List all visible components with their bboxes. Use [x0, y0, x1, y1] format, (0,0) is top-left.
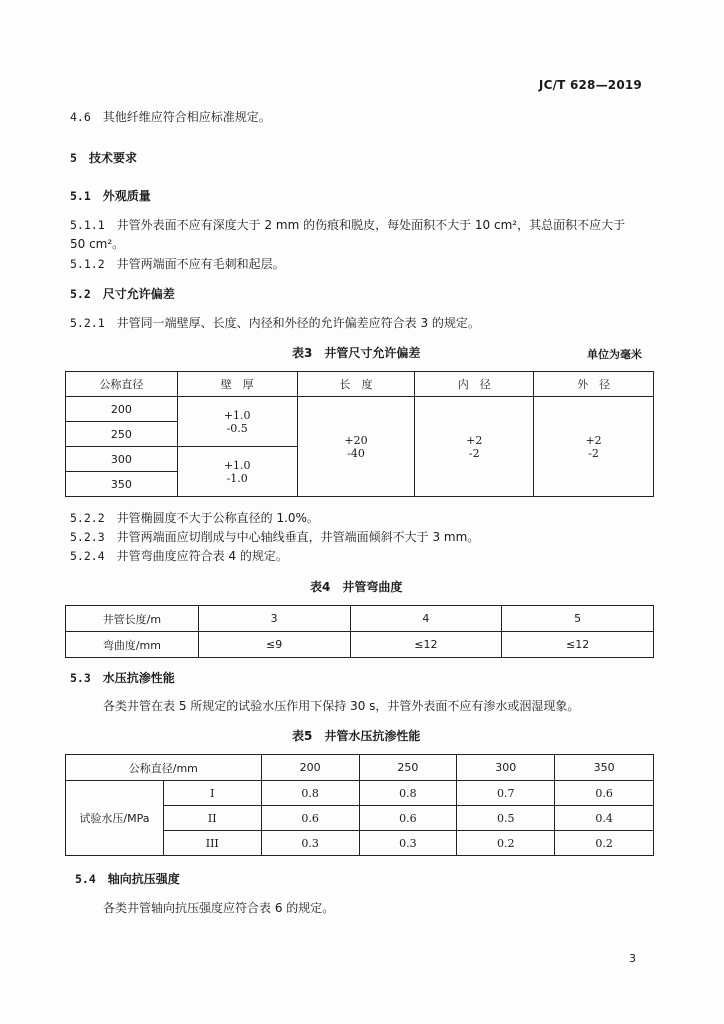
table3-caption: 表3 井管尺寸允许偏差: [292, 346, 421, 360]
table4-cell: 5: [502, 606, 654, 632]
table3-unit: 单位为毫米: [587, 348, 642, 361]
table4-cell: ≤12: [350, 632, 502, 658]
length-cell: [297, 397, 415, 497]
clause-number: 5.2.4: [70, 549, 105, 563]
clause-5-1-2: [70, 255, 285, 273]
diameter-cell: 300: [66, 447, 178, 472]
clause-5-1-1-continuation: 50 cm²。: [70, 237, 125, 251]
clause-5-4-body: 各类井管轴向抗压强度应符合表 6 的规定。: [103, 901, 335, 915]
table4-cell: ≤9: [198, 632, 350, 658]
clause-number: 5.1.1: [70, 218, 105, 232]
test-pressure-label: 试验水压/MPa: [66, 781, 164, 856]
value-cell: 0.2: [457, 831, 555, 856]
value-cell: 0.6: [359, 806, 457, 831]
table4-caption: 表4 井管弯曲度: [310, 580, 403, 594]
table-row: [66, 397, 654, 422]
wall-upper: +1.0: [223, 408, 251, 422]
table5-header-cell: 250: [359, 755, 457, 781]
table3-header-cell: 公称直径: [66, 372, 178, 397]
grade-cell: II: [163, 806, 261, 831]
clause-5-2-4: [70, 547, 288, 565]
table4: [65, 605, 654, 658]
inner-lower: -2: [468, 446, 480, 460]
clause-text: 技术要求: [88, 151, 137, 165]
inner-upper: +2: [466, 433, 483, 447]
table5-caption: 表5 井管水压抗渗性能: [292, 729, 421, 743]
table3-header-row: [66, 372, 654, 397]
value-cell: 0.8: [261, 781, 359, 806]
clause-number: 5.1: [70, 189, 91, 203]
section-5-2-heading: [70, 285, 175, 303]
grade-cell: I: [163, 781, 261, 806]
table-row: [66, 606, 654, 632]
table5-header-cell: 200: [261, 755, 359, 781]
diameter-cell: 250: [66, 422, 178, 447]
page-number: 3: [629, 952, 636, 965]
value-cell: 0.3: [359, 831, 457, 856]
table-row: [66, 632, 654, 658]
clause-text: 水压抗渗性能: [102, 671, 175, 685]
table3-header-cell: 壁 厚: [177, 372, 297, 397]
clause-5-2-3: [70, 528, 479, 546]
table3: [65, 371, 654, 497]
table4-cell: 4: [350, 606, 502, 632]
clause-4-6: [70, 108, 271, 126]
wall-upper: +1.0: [223, 458, 251, 472]
diameter-cell: 350: [66, 472, 178, 497]
clause-number: 5.2.2: [70, 511, 105, 525]
wall-lower: -1.0: [226, 471, 248, 485]
table4-cell: 3: [198, 606, 350, 632]
clause-number: 4.6: [70, 110, 91, 124]
table4-cell: ≤12: [502, 632, 654, 658]
clause-number: 5: [70, 151, 77, 165]
grade-cell: III: [163, 831, 261, 856]
value-cell: 0.3: [261, 831, 359, 856]
clause-5-1-1: [70, 216, 625, 234]
outer-diameter-cell: [534, 397, 654, 497]
clause-number: 5.4: [75, 872, 96, 886]
clause-text: 井管两端面不应有毛刺和起层。: [116, 257, 285, 271]
table5-header-row: [66, 755, 654, 781]
length-upper: +20: [344, 433, 368, 447]
outer-lower: -2: [588, 446, 599, 460]
table4-cell: 井管长度/m: [66, 606, 199, 632]
inner-diameter-cell: [415, 397, 534, 497]
value-cell: 0.4: [555, 806, 654, 831]
value-cell: 0.5: [457, 806, 555, 831]
value-cell: 0.8: [359, 781, 457, 806]
clause-number: 5.2.1: [70, 316, 105, 330]
clause-text: 井管椭圆度不大于公称直径的 1.0%。: [116, 511, 319, 525]
table3-header-cell: 外 径: [534, 372, 654, 397]
diameter-cell: 200: [66, 397, 178, 422]
outer-upper: +2: [585, 433, 602, 447]
wall-lower: -0.5: [226, 421, 248, 435]
value-cell: 0.7: [457, 781, 555, 806]
clause-text: 井管外表面不应有深度大于 2 mm 的伤痕和脱皮，每处面积不大于 10 cm²，其总面积不应大于: [116, 218, 626, 232]
table-row: [66, 781, 654, 806]
clause-text: 尺寸允许偏差: [102, 287, 175, 301]
clause-text: 井管两端面应切削成与中心轴线垂直，井管端面倾斜不大于 3 mm。: [116, 530, 480, 544]
clause-text: 井管同一端壁厚、长度、内径和外径的允许偏差应符合表 3 的规定。: [116, 316, 480, 330]
clause-5-2-2: [70, 509, 319, 527]
wall-thickness-cell: [177, 447, 297, 497]
table5-header-cell: 350: [555, 755, 654, 781]
table5-header-cell: 公称直径/mm: [66, 755, 262, 781]
clause-5-3-body: 各类井管在表 5 所规定的试验水压作用下保持 30 s，井管外表面不应有渗水或洇湿现象。: [103, 699, 580, 713]
section-5-4-heading: [75, 870, 180, 888]
clause-number: 5.1.2: [70, 257, 105, 271]
table3-header-cell: 长 度: [297, 372, 415, 397]
clause-text: 井管弯曲度应符合表 4 的规定。: [116, 549, 288, 563]
value-cell: 0.6: [261, 806, 359, 831]
clause-number: 5.2.3: [70, 530, 105, 544]
table5-header-cell: 300: [457, 755, 555, 781]
section-5-1-heading: [70, 187, 151, 205]
clause-number: 5.3: [70, 671, 91, 685]
clause-text: 外观质量: [102, 189, 151, 203]
section-5-3-heading: [70, 669, 175, 687]
table3-header-cell: 内 径: [415, 372, 534, 397]
doc-code-header: JC/T 628—2019: [538, 78, 642, 92]
clause-text: 其他纤维应符合相应标准规定。: [102, 110, 271, 124]
clause-text: 轴向抗压强度: [107, 872, 180, 886]
clause-5-2-1: [70, 314, 480, 332]
table4-cell: 弯曲度/mm: [66, 632, 199, 658]
length-lower: -40: [347, 446, 365, 460]
table5: [65, 754, 654, 856]
value-cell: 0.6: [555, 781, 654, 806]
section-5-heading: [70, 149, 137, 167]
wall-thickness-cell: [177, 397, 297, 447]
value-cell: 0.2: [555, 831, 654, 856]
clause-number: 5.2: [70, 287, 91, 301]
